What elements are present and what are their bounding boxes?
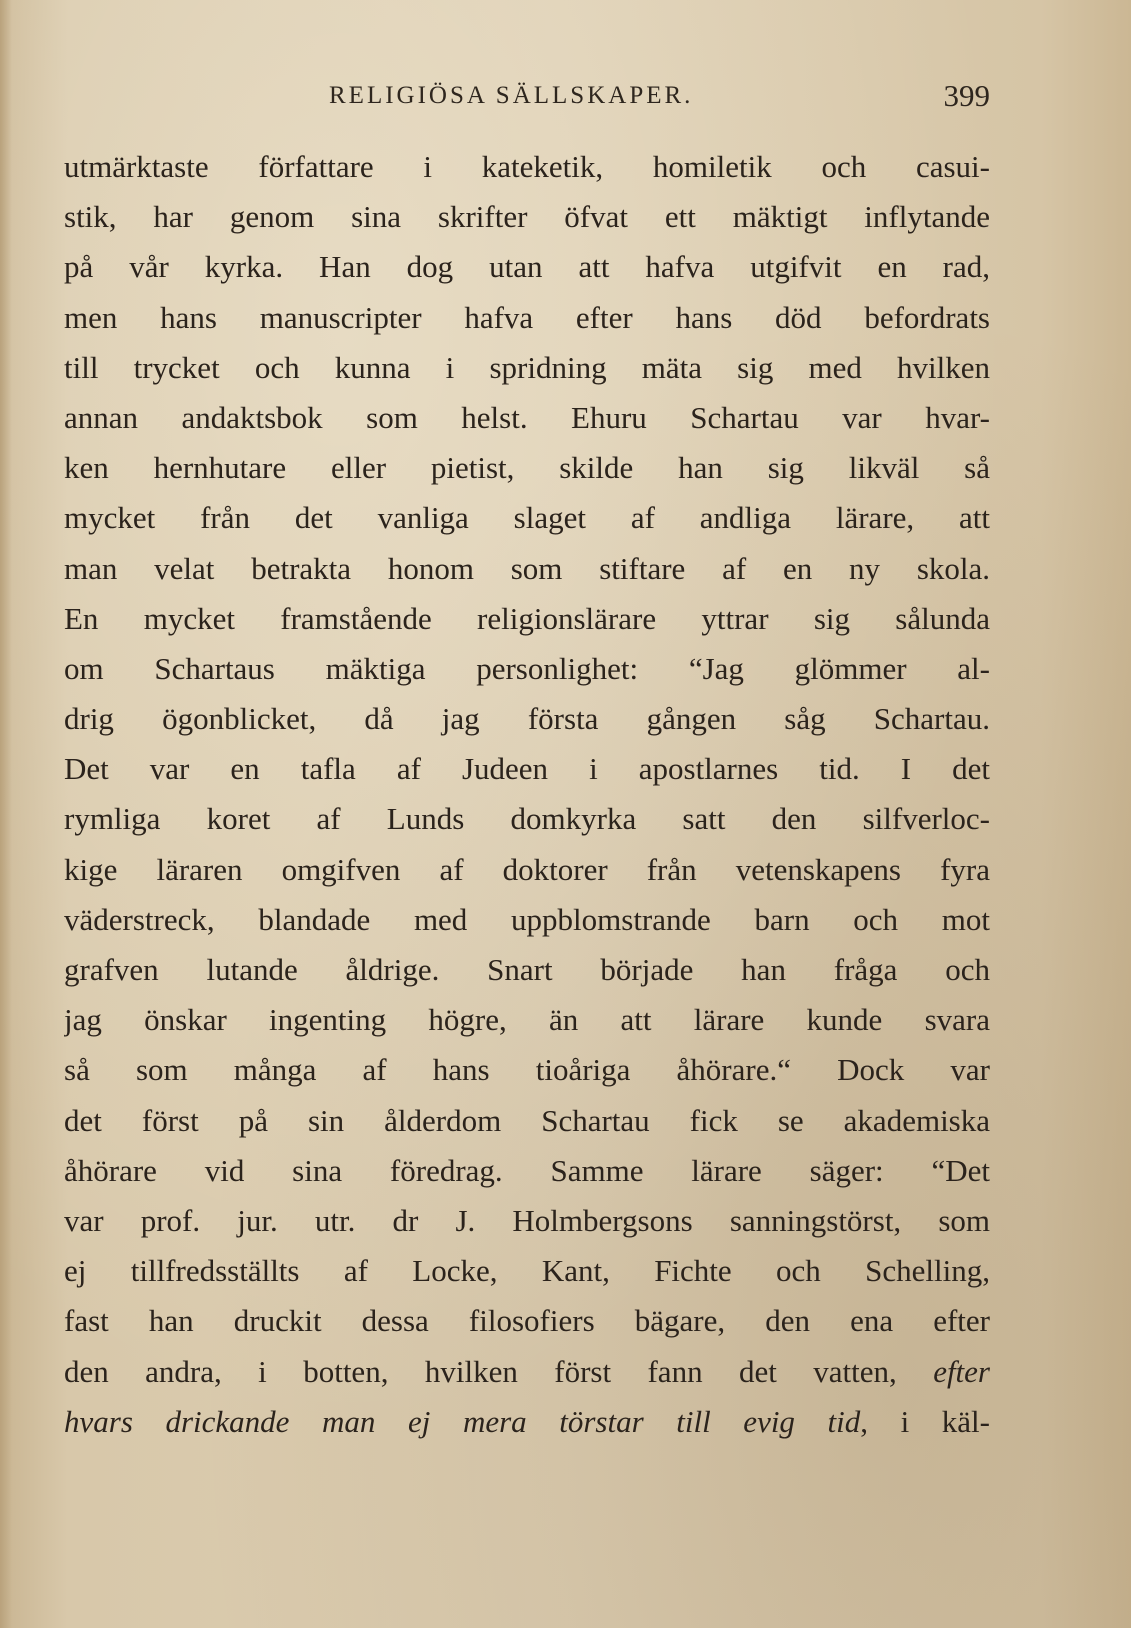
- text-line: En mycket framstående religionslärare yttrar sig sålunda: [64, 600, 990, 636]
- text-line: mycket från det vanliga slaget af andliga lärare, att: [64, 500, 990, 536]
- page-number: 399: [943, 78, 990, 113]
- italic-text: hvars drickande man ej mera törstar till evig tid: [64, 1403, 861, 1439]
- text-line: om Schartaus mäktiga personlighet: “Jag glömmer al-: [64, 650, 990, 686]
- text-line: annan andaktsbok som helst. Ehuru Schartau var hvar-: [64, 399, 990, 435]
- text-line: jag önskar ingenting högre, än att lärare kunde svara: [64, 1002, 990, 1038]
- text-line: kige läraren omgifven af doktorer från vetenskapens fyra: [64, 851, 990, 887]
- text-line-last: [64, 1397, 990, 1447]
- text-line: på vår kyrka. Han dog utan att hafva utgifvit en rad,: [64, 249, 990, 285]
- italic-text: efter: [933, 1353, 990, 1389]
- text-line-with-italic: [64, 1347, 990, 1397]
- text-line: till trycket och kunna i spridning mäta sig med hvilken: [64, 349, 990, 385]
- text-line: åhörare vid sina föredrag. Samme lärare säger: “Det: [64, 1152, 990, 1188]
- body-paragraph: [64, 142, 990, 1447]
- line-text: den andra, i botten, hvilken först fann det vatten,: [64, 1353, 897, 1389]
- text-line: man velat betrakta honom som stiftare af en ny skola.: [64, 550, 990, 586]
- text-line: utmärktaste författare i kateketik, homiletik och casui-: [64, 149, 990, 184]
- running-title: RELIGIÖSA SÄLLSKAPER.: [329, 82, 694, 109]
- text-line: stik, har genom sina skrifter öfvat ett mäktigt inflytande: [64, 199, 990, 235]
- text-line: ej tillfredsställts af Locke, Kant, Fichte och Schelling,: [64, 1253, 990, 1289]
- text-line: grafven lutande åldrige. Snart började han fråga och: [64, 952, 990, 987]
- text-line: det först på sin ålderdom Schartau fick se akademiska: [64, 1102, 990, 1138]
- text-line: Det var en tafla af Judeen i apostlarnes tid. I det: [64, 751, 990, 787]
- text-line: väderstreck, blandade med uppblomstrande barn och mot: [64, 901, 990, 937]
- text-line: ken hernhutare eller pietist, skilde han sig likväl så: [64, 450, 990, 486]
- text-line: rymliga koret af Lunds domkyrka satt den silfverloc-: [64, 801, 990, 837]
- page-edge-shadow: [0, 0, 12, 1628]
- text-line: fast han druckit dessa filosofiers bägare, den ena efter: [64, 1303, 990, 1339]
- page-header: [64, 78, 990, 118]
- text-line: men hans manuscripter hafva efter hans död befordrats: [64, 299, 990, 335]
- text-line: drig ögonblicket, då jag första gången såg Schartau.: [64, 701, 990, 737]
- text-line: var prof. jur. utr. dr J. Holmbergsons sanningstörst, som: [64, 1202, 990, 1238]
- text-line: så som många af hans tioåriga åhörare.“ Dock var: [64, 1052, 990, 1088]
- line-tail-text: , i käl-: [860, 1403, 990, 1439]
